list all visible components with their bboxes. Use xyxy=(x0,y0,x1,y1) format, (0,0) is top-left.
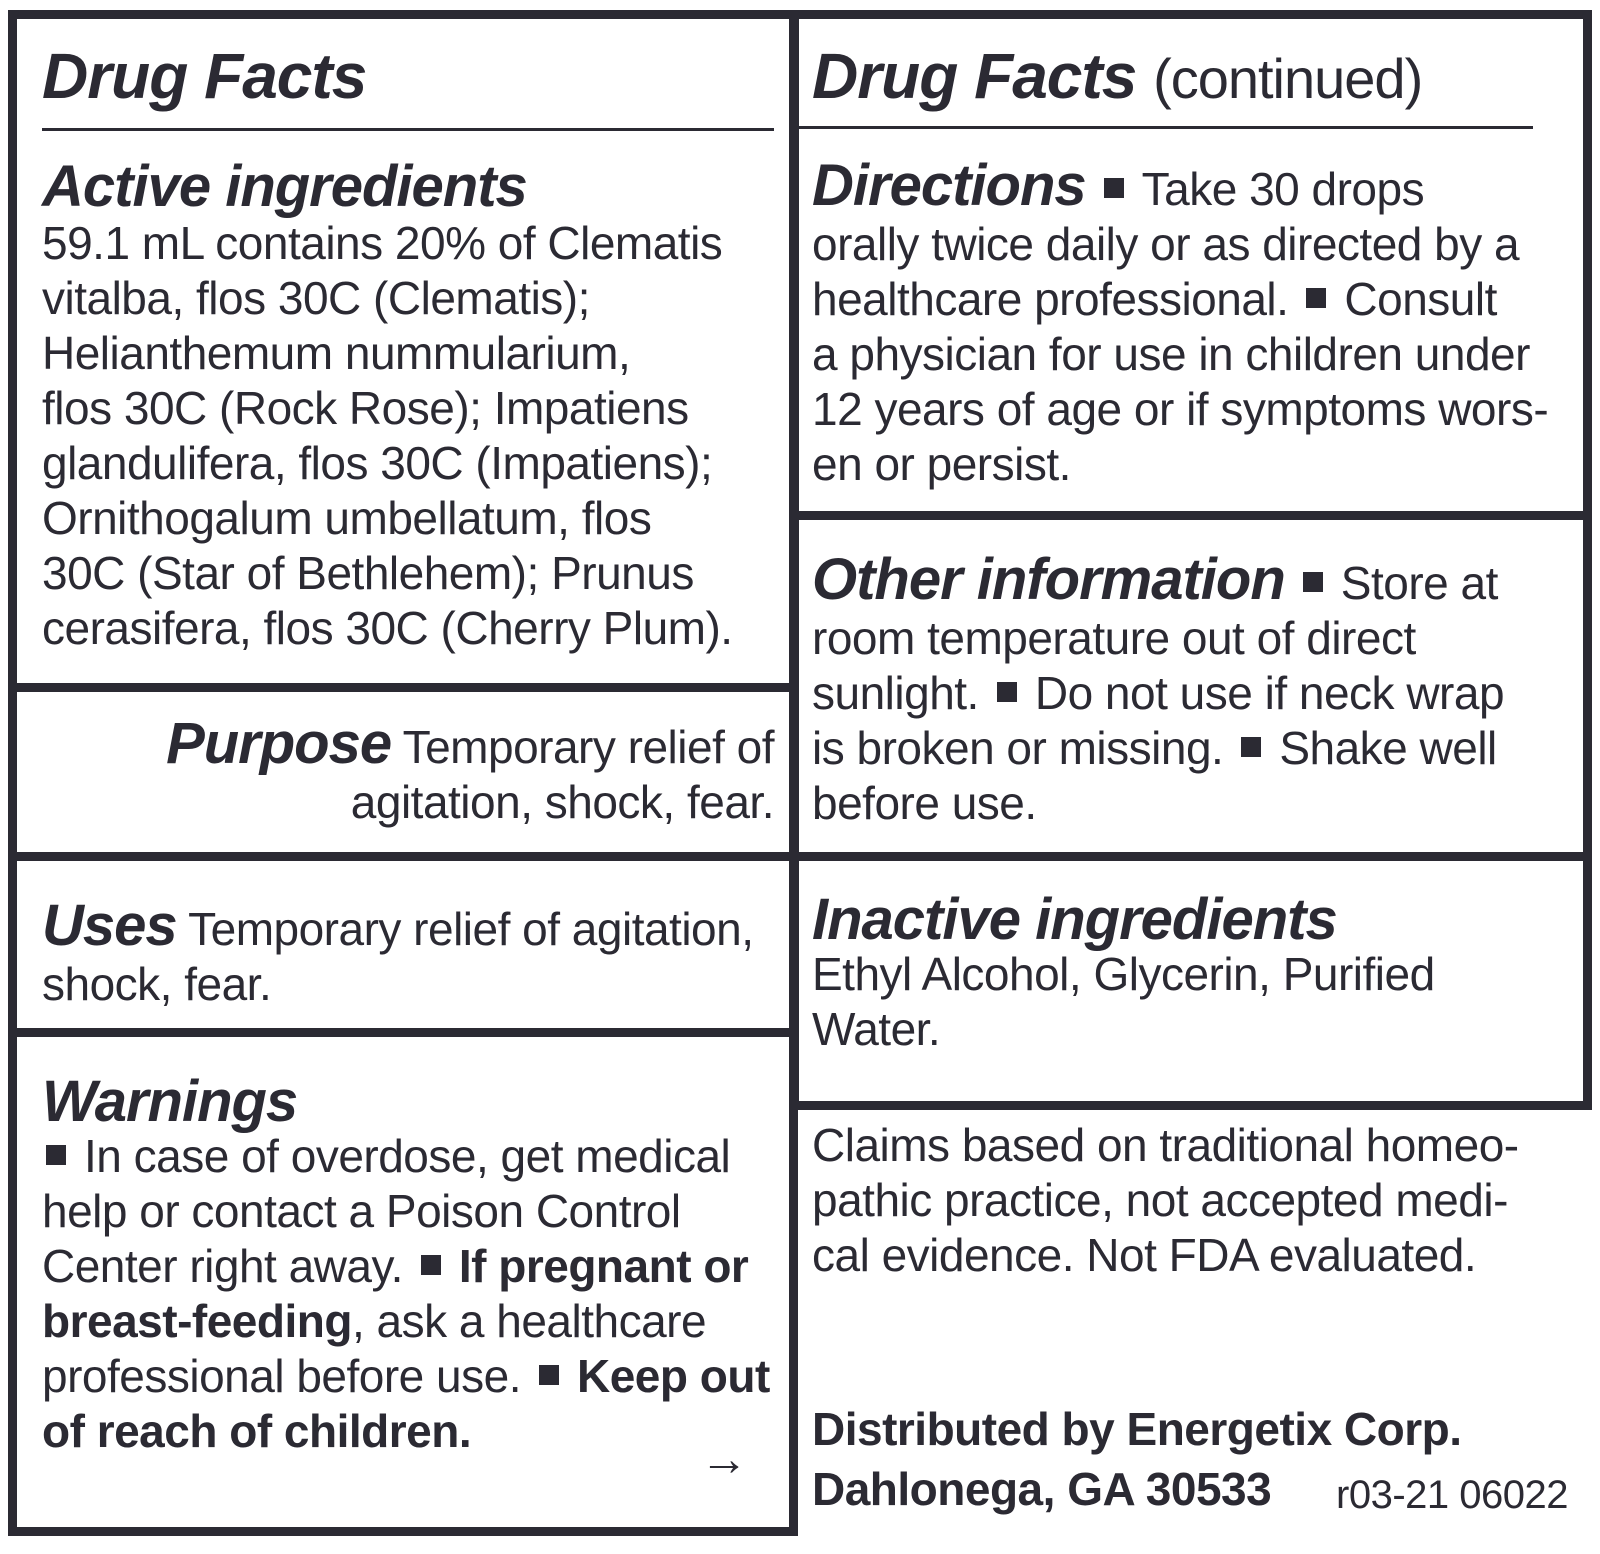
drug-facts-continued-title xyxy=(812,40,1422,115)
claims-text: pathic practice, not accepted medi- xyxy=(812,1174,1508,1226)
active-line: Helianthemum nummularium, xyxy=(42,327,631,379)
directions-text: Consult xyxy=(1344,273,1497,325)
other-information-text: Do not use if neck wrap xyxy=(1034,667,1505,719)
bullet-square-icon xyxy=(997,682,1017,702)
other-information-text: is broken or missing. xyxy=(812,722,1224,774)
bullet-square-icon xyxy=(421,1255,441,1275)
warnings-bold-text: If pregnant or xyxy=(458,1240,749,1292)
active-line: vitalba, flos 30C (Clematis); xyxy=(42,272,590,324)
uses-heading: Uses xyxy=(42,893,177,958)
bullet-square-icon xyxy=(46,1145,66,1165)
distributor-line-2: Dahlonega, GA 30533 xyxy=(812,1463,1272,1515)
bullet-square-icon xyxy=(1104,178,1124,198)
active-ingredients-section xyxy=(42,154,782,656)
directions-heading: Directions xyxy=(812,153,1086,218)
divider xyxy=(8,683,798,692)
warnings-text: In case of overdose, get medical xyxy=(84,1130,731,1182)
warnings-bold-text: breast-feeding xyxy=(42,1295,352,1347)
drug-facts-title: Drug Facts xyxy=(42,40,367,112)
bullet-square-icon xyxy=(539,1365,559,1385)
active-line: 30C (Star of Bethlehem); Prunus xyxy=(42,547,694,599)
bullet-square-icon xyxy=(1306,288,1326,308)
purpose-text: agitation, shock, fear. xyxy=(350,776,774,828)
active-line: cerasifera, flos 30C (Cherry Plum). xyxy=(42,602,733,654)
divider xyxy=(790,852,1592,861)
bullet-square-icon xyxy=(1241,737,1261,757)
other-information-heading: Other information xyxy=(812,547,1285,612)
directions-text: healthcare professional. xyxy=(812,273,1289,325)
active-line: Ornithogalum umbellatum, flos xyxy=(42,492,652,544)
inactive-ingredients-section xyxy=(812,887,1572,1057)
uses-text: Temporary relief of agitation, xyxy=(188,903,754,955)
purpose-section xyxy=(42,711,774,830)
continued-label: (continued) xyxy=(1153,47,1423,110)
uses-section xyxy=(42,893,782,1012)
title-rule-right xyxy=(793,126,1533,129)
revision-code: r03-21 06022 xyxy=(1336,1473,1568,1517)
uses-text: shock, fear. xyxy=(42,958,272,1010)
claims-text: Claims based on traditional homeo- xyxy=(812,1119,1519,1171)
warnings-bold-text: Keep out xyxy=(576,1350,770,1402)
active-line: 59.1 mL contains 20% of Clematis xyxy=(42,217,723,269)
warnings-text: , ask a healthcare xyxy=(351,1295,707,1347)
other-information-section xyxy=(812,547,1572,831)
other-information-text: Shake well xyxy=(1279,722,1497,774)
other-information-text: before use. xyxy=(812,777,1037,829)
continued-arrow-icon: → xyxy=(700,1433,748,1486)
bullet-square-icon xyxy=(1303,572,1323,592)
active-line: glandulifera, flos 30C (Impatiens); xyxy=(42,437,713,489)
active-ingredients-heading: Active ingredients xyxy=(42,154,527,219)
directions-text: orally twice daily or as directed by a xyxy=(812,218,1520,270)
warnings-heading: Warnings xyxy=(42,1069,298,1134)
warnings-text: Center right away. xyxy=(42,1240,403,1292)
directions-text: a physician for use in children under xyxy=(812,328,1530,380)
directions-text: en or persist. xyxy=(812,438,1071,490)
claims-text: cal evidence. Not FDA evaluated. xyxy=(812,1229,1477,1281)
warnings-text: help or contact a Poison Control xyxy=(42,1185,681,1237)
purpose-heading: Purpose xyxy=(166,711,392,776)
divider xyxy=(8,852,798,861)
claims-statement xyxy=(812,1118,1582,1283)
warnings-section xyxy=(42,1069,782,1459)
distributor-line-1: Distributed by Energetix Corp. xyxy=(812,1403,1462,1455)
drug-facts-title-right: Drug Facts xyxy=(812,40,1137,112)
directions-section xyxy=(812,153,1572,492)
directions-text: 12 years of age or if symptoms wors- xyxy=(812,383,1549,435)
other-information-text: Store at xyxy=(1340,557,1498,609)
divider xyxy=(8,1028,798,1037)
inactive-ingredients-text: Ethyl Alcohol, Glycerin, Purified xyxy=(812,948,1435,1000)
divider xyxy=(790,511,1592,520)
other-information-text: sunlight. xyxy=(812,667,979,719)
other-information-text: room temperature out of direct xyxy=(812,612,1416,664)
title-rule-left xyxy=(42,128,774,131)
inactive-ingredients-heading: Inactive ingredients xyxy=(812,887,1337,952)
inactive-ingredients-text: Water. xyxy=(812,1003,941,1055)
warnings-bold-text: of reach of children. xyxy=(42,1405,472,1457)
directions-text: Take 30 drops xyxy=(1141,163,1425,215)
warnings-text: professional before use. xyxy=(42,1350,521,1402)
active-line: flos 30C (Rock Rose); Impatiens xyxy=(42,382,689,434)
purpose-text: Temporary relief of xyxy=(402,721,774,773)
